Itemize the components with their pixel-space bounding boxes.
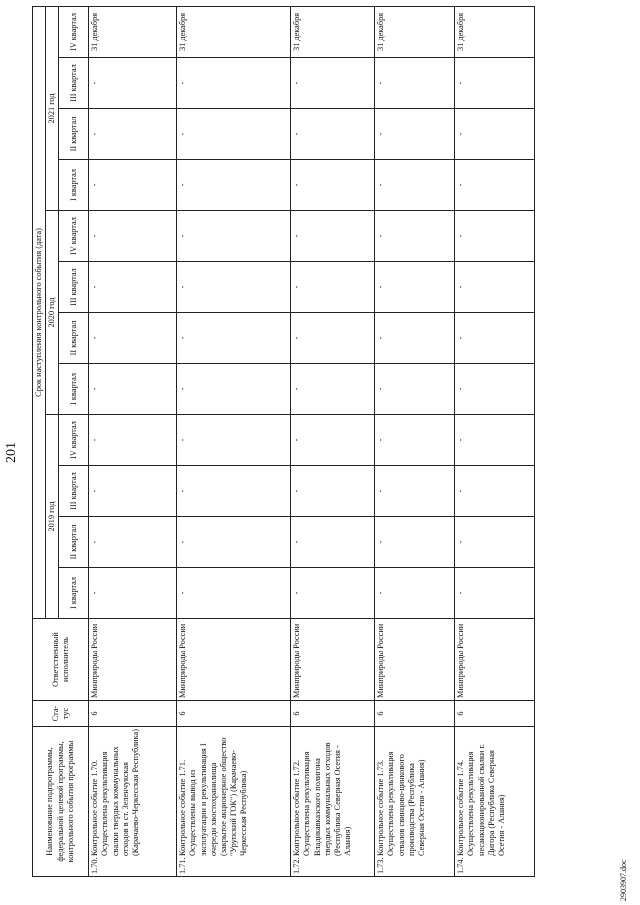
executor-cell: Минприроды России [89,619,177,701]
quarter-cell: - [89,109,177,160]
quarter-cell: - [375,262,455,313]
row-number: 1.72. [292,857,302,874]
header-quarter: IV квартал [59,415,89,466]
quarter-cell: 31 декабря [291,6,375,57]
header-quarter: IV квартал [59,211,89,262]
event-name-cell [89,727,177,877]
quarter-cell: - [291,364,375,415]
status-cell: 6 [177,701,291,727]
row-number: 1.70. [90,857,100,874]
page-number: 201 [4,442,19,463]
row-number: 1.73. [376,857,386,874]
quarter-cell: - [375,568,455,619]
header-quarter: IV квартал [59,6,89,57]
quarter-cell: - [291,211,375,262]
event-name-cell [291,727,375,877]
quarter-cell: - [455,313,535,364]
header-quarter: I квартал [59,160,89,211]
quarter-cell: - [455,160,535,211]
quarter-cell: - [291,313,375,364]
quarter-cell: - [291,415,375,466]
status-cell: 6 [291,701,375,727]
event-name-cell [455,727,535,877]
header-name: Наименование подпрограммы, федеральной целевой программы, контрольного события программы [33,727,89,877]
quarter-cell: - [375,466,455,517]
quarter-cell: - [375,211,455,262]
table-row [89,6,177,876]
executor-cell: Минприроды России [291,619,375,701]
quarter-cell: - [375,415,455,466]
quarter-cell: - [291,262,375,313]
quarter-cell: 31 декабря [375,6,455,57]
event-name-cell [177,727,291,877]
header-year: 2021 год [46,6,59,210]
executor-cell: Минприроды России [375,619,455,701]
header-year: 2019 год [46,415,59,619]
quarter-cell: - [291,517,375,568]
header-executor: Ответственный исполнитель [33,619,89,701]
header-status: Ста-тус [33,701,89,727]
header-quarter: III квартал [59,466,89,517]
quarter-cell: 31 декабря [455,6,535,57]
quarter-cell: - [89,415,177,466]
status-cell: 6 [89,701,177,727]
quarter-cell: - [375,58,455,109]
quarter-cell: - [89,58,177,109]
header-quarter: II квартал [59,109,89,160]
quarter-cell: - [455,415,535,466]
row-number: 1.74. [456,857,466,874]
quarter-cell: 31 декабря [177,6,291,57]
quarter-cell: - [89,364,177,415]
row-number: 1.71. [178,857,188,874]
quarter-cell: - [177,211,291,262]
quarter-cell: - [291,109,375,160]
quarter-cell: - [455,109,535,160]
quarter-cell: - [291,466,375,517]
header-quarter: III квартал [59,262,89,313]
table-row [375,6,455,876]
quarter-cell: - [89,313,177,364]
quarter-cell: - [89,262,177,313]
event-name-cell [375,727,455,877]
header-year: 2020 год [46,211,59,415]
quarter-cell: - [291,568,375,619]
footer-filename: 2903907.doc [619,859,628,901]
table-row [177,6,291,876]
quarter-cell: - [291,160,375,211]
quarter-cell: - [455,58,535,109]
status-cell: 6 [375,701,455,727]
executor-cell: Минприроды России [177,619,291,701]
quarter-cell: - [291,58,375,109]
executor-cell: Минприроды России [455,619,535,701]
quarter-cell: - [89,517,177,568]
quarter-cell: 31 декабря [89,6,177,57]
header-quarter: I квартал [59,568,89,619]
control-events-table [32,6,535,877]
header-quarter: I квартал [59,364,89,415]
quarter-cell: - [177,262,291,313]
table-row [291,6,375,876]
event-name: Контрольное событие 1.72. Осуществлена рекультивация Владикавказского полигона твердых коммунальных отходов (Республика Северная Осетия - Алания) [292,742,352,856]
status-cell: 6 [455,701,535,727]
quarter-cell: - [89,160,177,211]
quarter-cell: - [177,517,291,568]
quarter-cell: - [455,568,535,619]
quarter-cell: - [177,466,291,517]
quarter-cell: - [455,262,535,313]
quarter-cell: - [455,466,535,517]
event-name: Контрольное событие 1.74. Осуществлена рекультивация несанкционированной свалки г. Дигора (Республика Северная Осетия - Алания) [456,744,506,856]
quarter-cell: - [177,415,291,466]
quarter-cell: - [375,109,455,160]
quarter-cell: - [177,568,291,619]
table-row [455,6,535,876]
event-name: Контрольное событие 1.73. Осуществлена рекультивация отвалов свинцово-цинкового производства (Республика Северная Осетия - Алания) [376,751,426,856]
header-quarter: II квартал [59,517,89,568]
quarter-cell: - [177,364,291,415]
quarter-cell: - [177,313,291,364]
quarter-cell: - [375,517,455,568]
quarter-cell: - [455,517,535,568]
quarter-cell: - [89,466,177,517]
table-body [89,6,535,876]
quarter-cell: - [177,58,291,109]
header-quarter: II квартал [59,313,89,364]
quarter-cell: - [375,313,455,364]
quarter-cell: - [375,364,455,415]
quarter-cell: - [177,160,291,211]
quarter-cell: - [455,211,535,262]
header-deadline: Срок наступления контрольного события (дата) [33,6,46,618]
event-name: Контрольное событие 1.70. Осуществлена рекультивация свалки твердых коммунальных отходов в ст. Зеленчукская (Карачаево-Черкесская Республика) [90,729,140,856]
quarter-cell: - [89,211,177,262]
quarter-cell: - [455,364,535,415]
quarter-cell: - [177,109,291,160]
header-quarter: III квартал [59,58,89,109]
event-name: Контрольное событие 1.71. Осуществлены вывод из эксплуатации и рекультивация I очереди хвостохранилища (закрытое акционерное общество "Урупский ГОК") (Карачаево-Черкесская Республика) [178,737,248,856]
quarter-cell: - [89,568,177,619]
quarter-cell: - [375,160,455,211]
